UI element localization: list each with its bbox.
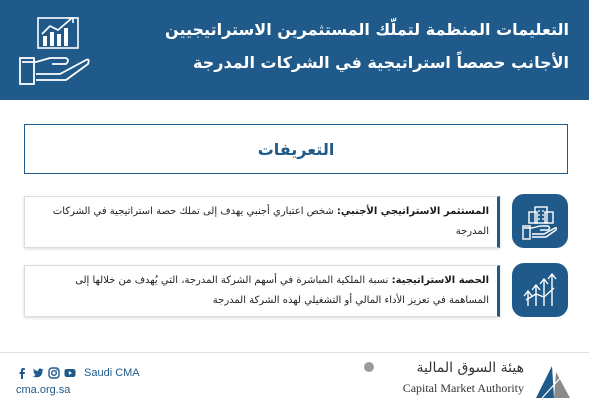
social-handle[interactable]: Saudi CMA xyxy=(84,367,140,379)
definition-text: شخص اعتباري أجنبي يهدف إلى تملك حصة استراتيجية في الشركات المدرجة xyxy=(52,206,489,237)
social-links xyxy=(16,367,140,379)
logo-arabic-name: هيئة السوق المالية xyxy=(416,360,524,376)
growth-arrows-icon xyxy=(512,263,568,317)
twitter-icon[interactable] xyxy=(32,367,44,379)
cma-logo-icon xyxy=(532,360,574,400)
footer-divider xyxy=(0,352,589,353)
definition-row-strategic-stake xyxy=(24,265,568,317)
page-title-line-2: الأجانب حصصاً استراتيجية في الشركات المدرجة xyxy=(193,53,569,72)
youtube-icon[interactable] xyxy=(64,367,76,379)
page-title-line-1: التعليمات المنظمة لتملّك المستثمرين الاستراتيجيين xyxy=(165,20,569,39)
definition-term: المستثمر الاستراتيجي الأجنبي: xyxy=(336,206,489,217)
definition-text: نسبة الملكية المباشرة في أسهم الشركة المدرجة، التي يُهدف من خلالها إلى المساهمة في تعزيز الأداء المالي أو التشغيلي لهذه الشركة المدرجة xyxy=(75,275,489,306)
hand-holding-building-icon xyxy=(512,194,568,248)
hand-holding-chart-icon xyxy=(16,12,96,88)
section-title: التعريفات xyxy=(257,139,335,159)
facebook-icon[interactable] xyxy=(16,367,28,379)
definition-card xyxy=(24,196,500,248)
header-banner xyxy=(0,0,589,100)
definition-row-foreign-investor xyxy=(24,196,568,248)
instagram-icon[interactable] xyxy=(48,367,60,379)
definition-card xyxy=(24,265,500,317)
website-link[interactable]: cma.org.sa xyxy=(16,384,71,396)
definitions-section-header xyxy=(24,124,568,174)
definition-term: الحصة الاستراتيجية: xyxy=(391,275,489,286)
logo-english-name: Capital Market Authority xyxy=(402,381,524,395)
